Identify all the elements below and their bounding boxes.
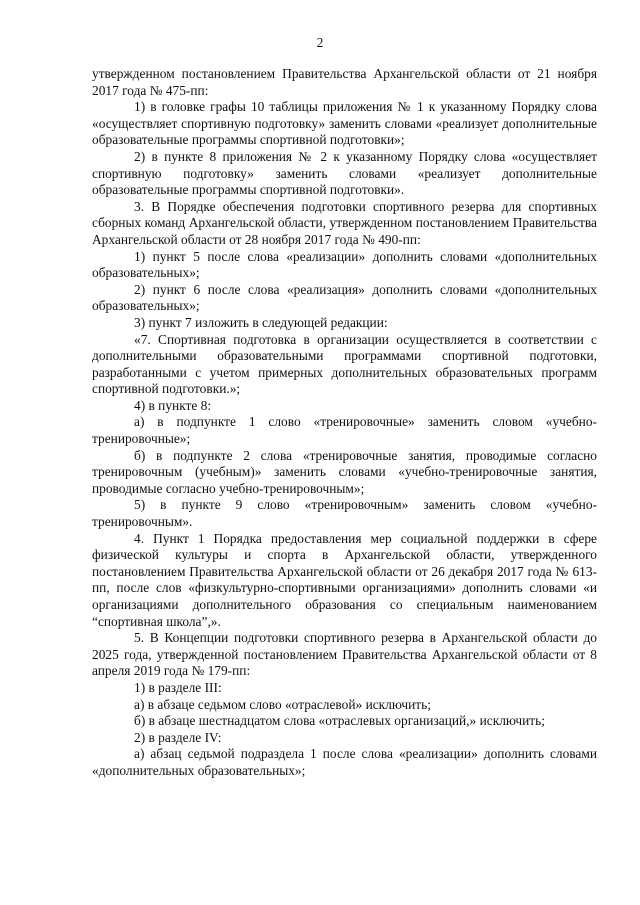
paragraph-section-5-item-1: 1) в разделе III: [134,679,222,695]
paragraph-section-3: 3. В Порядке обеспечения подготовки спортивного резерва для спортивных сборных команд Архангельской области, утвержденном постановлением Правительства Архангельской области от 28 ноября 2017 года № 490-пп: [92,198,597,247]
paragraph-subitem-a: а) в подпункте 1 слово «тренировочные» заменить словом «учебно-тренировочные»; [92,414,597,447]
paragraph-quote-7: «7. Спортивная подготовка в организации осуществляется в соответствии с дополнительными образовательными программами спортивной подготовки, разработанными с учетом примерных дополнительных образовательных программ спортивной подготовки.»; [92,331,597,397]
paragraph-section-5-subitem-b: б) в абзаце шестнадцатом слова «отраслевых организаций,» исключить; [134,713,545,729]
paragraph-section-4: 4. Пункт 1 Порядка предоставления мер социальной поддержки в сфере физической культуры и спорта в Архангельской области, утвержденного постановлением Правительства Архангельской области от 26 декабря 2017 года № 613-пп, после слов «физкультурно-спортивными организациями» дополнить словами «и организациями дополнительного образования со специальным наименованием “спортивная школа”,». [92,530,597,629]
document-body [92,66,597,780]
paragraph-continuation: утвержденном постановлением Правительства Архангельской области от 21 ноября 2017 года № 475-пп: [92,66,597,98]
paragraph-item-1: 1) в головке графы 10 таблицы приложения № 1 к указанному Порядку слова «осуществляет спортивную подготовку» заменить словами «реализует дополнительные образовательные программы спортивной подготовки»; [92,99,597,148]
paragraph-subitem-b: б) в подпункте 2 слова «тренировочные занятия, проводимые согласно тренировочным (учебным)» заменить словами «учебно-тренировочные занятия, проводимые согласно учебно-тренировочным»; [92,447,597,496]
page-number: 2 [316,35,324,50]
paragraph-section-3-item-4: 4) в пункте 8: [134,397,212,413]
paragraph-item-2: 2) в пункте 8 приложения № 2 к указанному Порядку слова «осуществляет спортивную подготовку» заменить словами «реализует дополнительные образовательные программы спортивной подготовки». [92,148,597,198]
paragraph-section-3-item-5: 5) в пункте 9 слово «тренировочным» заменить словом «учебно-тренировочным». [92,497,597,530]
paragraph-section-5: 5. В Концепции подготовки спортивного резерва в Архангельской области до 2025 года, утвержденной постановлением Правительства Архангельской области от 8 апреля 2019 года № 179-пп: [92,630,597,679]
paragraph-section-5-subitem-a: а) в абзаце седьмом слово «отраслевой» исключить; [134,696,431,712]
paragraph-section-3-item-1: 1) пункт 5 после слова «реализации» дополнить словами «дополнительных образовательных»; [92,248,597,281]
paragraph-section-5-item-2: 2) в разделе IV: [134,729,222,745]
paragraph-section-3-item-3: 3) пункт 7 изложить в следующей редакции: [134,314,388,330]
paragraph-section-5-item-2-a: а) абзац седьмой подраздела 1 после слова «реализации» дополнить словами «дополнительных образовательных»; [92,746,597,778]
paragraph-section-3-item-2: 2) пункт 6 после слова «реализация» дополнить словами «дополнительных образовательных»; [92,281,597,314]
